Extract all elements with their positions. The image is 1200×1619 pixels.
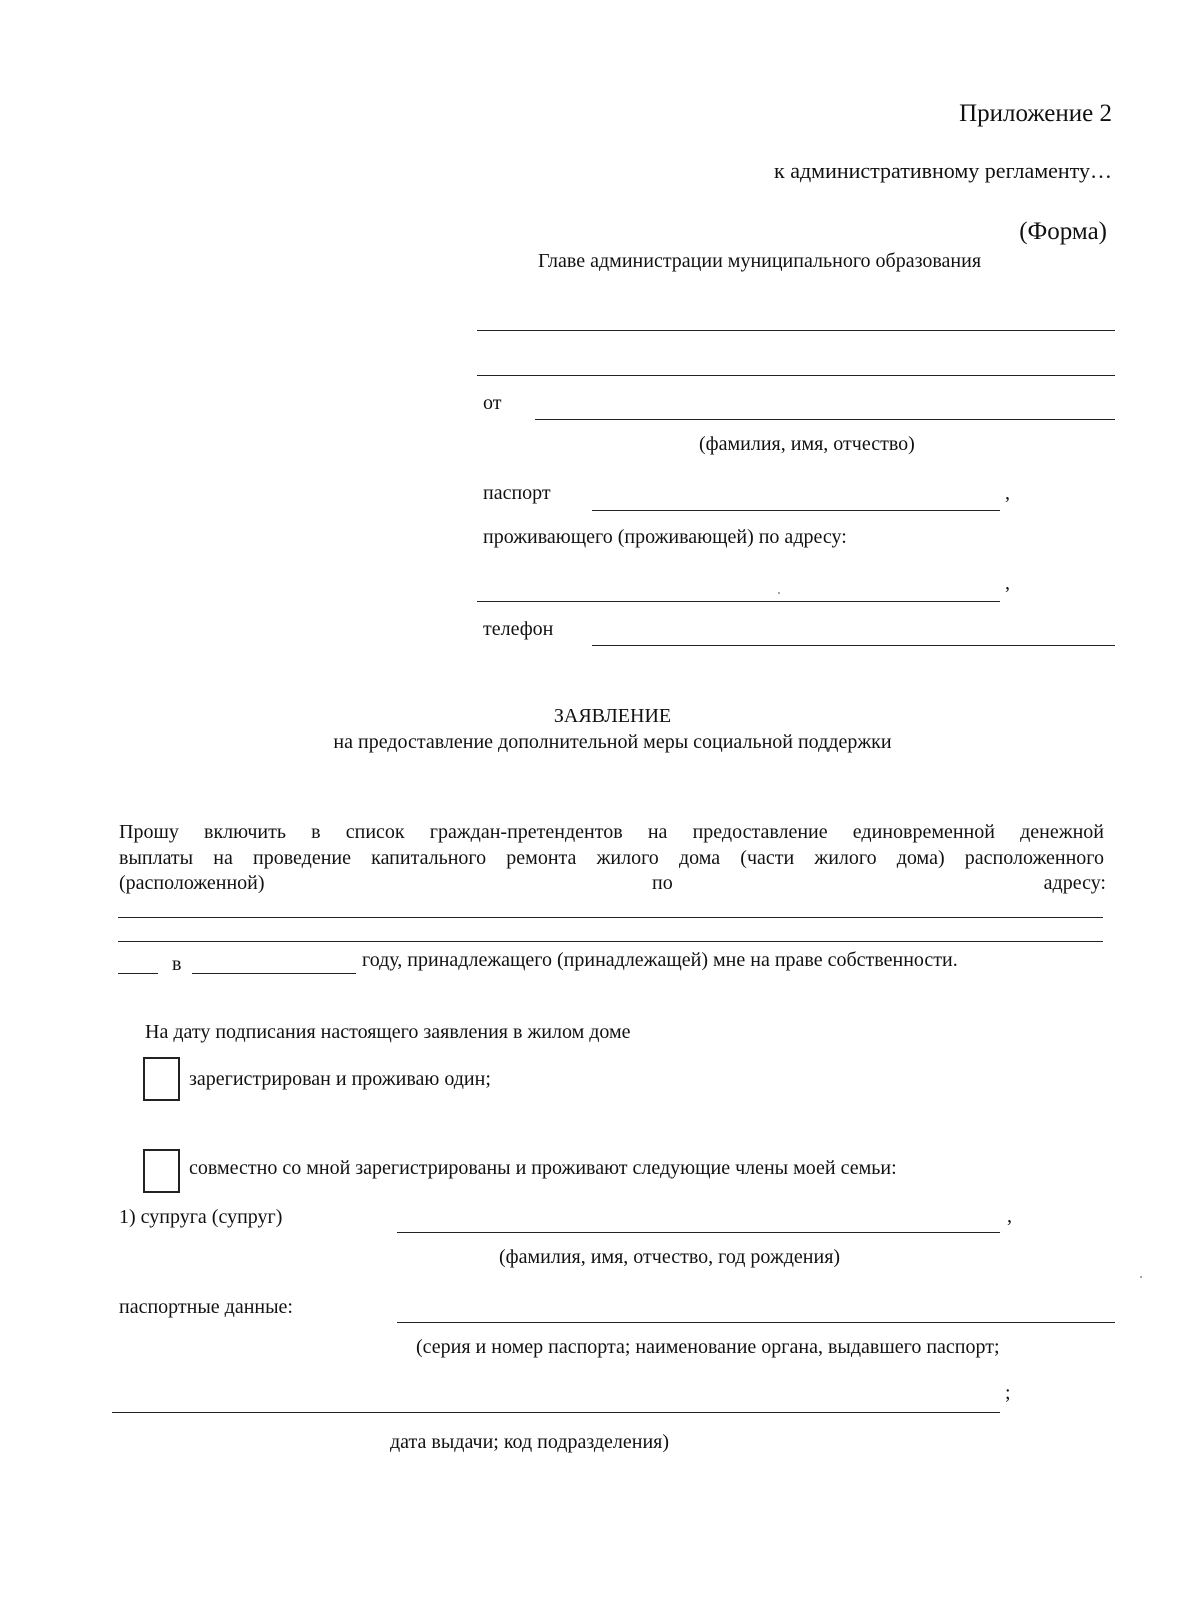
appendix-number: Приложение 2: [959, 100, 1112, 127]
from-label: от: [483, 392, 502, 414]
passport-semicolon: ;: [1005, 1382, 1011, 1404]
spouse-caption: (фамилия, имя, отчество, год рождения): [499, 1246, 841, 1268]
phone-field[interactable]: [592, 645, 1115, 646]
residence-address-field[interactable]: [477, 601, 1000, 602]
property-address-line-2[interactable]: [118, 941, 1103, 942]
passport-caption-2: дата выдачи; код подразделения): [390, 1431, 670, 1453]
checkbox-family[interactable]: [143, 1149, 180, 1193]
checkbox-alone[interactable]: [143, 1057, 180, 1101]
spouse-label: 1) супруга (супруг): [119, 1206, 283, 1228]
from-name-field[interactable]: [535, 419, 1115, 420]
form-label: (Форма): [1019, 218, 1107, 245]
option-alone-label: зарегистрирован и проживаю один;: [189, 1068, 491, 1090]
document-title: ЗАЯВЛЕНИЕ: [553, 705, 672, 727]
request-line-1: Прошу включить в список граждан-претендентов на предоставление единовременной денежной: [119, 821, 1104, 843]
addressee-title: Главе администрации муниципального образования: [538, 250, 982, 272]
year-field[interactable]: [192, 973, 356, 974]
spouse-passport-field[interactable]: [397, 1322, 1115, 1323]
scan-speck: [778, 592, 780, 594]
request-line-3-start: (расположенной): [119, 872, 265, 894]
address-comma: ,: [1005, 572, 1010, 594]
passport-comma: ,: [1005, 482, 1010, 504]
residing-label: проживающего (проживающей) по адресу:: [483, 526, 847, 548]
property-address-line-1[interactable]: [118, 917, 1103, 918]
addressee-line-1[interactable]: [477, 330, 1115, 331]
date-day-field[interactable]: [118, 973, 158, 974]
request-line-3-end: адресу:: [1043, 872, 1106, 894]
regulation-reference: к административному регламенту…: [774, 158, 1112, 183]
request-line-3-mid: по: [652, 872, 673, 894]
request-line-2: выплаты на проведение капитального ремонта жилого дома (части жилого дома) расположенного: [119, 847, 1104, 869]
passport-field[interactable]: [592, 510, 1000, 511]
from-name-caption: (фамилия, имя, отчество): [699, 433, 915, 455]
spouse-name-field[interactable]: [397, 1232, 1000, 1233]
spouse-comma: ,: [1007, 1205, 1012, 1227]
option-family-label: совместно со мной зарегистрированы и проживают следующие члены моей семьи:: [189, 1157, 897, 1179]
passport-label: паспорт: [483, 482, 551, 504]
ownership-text: году, принадлежащего (принадлежащей) мне на праве собственности.: [362, 949, 958, 971]
passport-caption-1: (серия и номер паспорта; наименование органа, выдавшего паспорт;: [416, 1336, 1000, 1358]
document-subtitle: на предоставление дополнительной меры социальной поддержки: [333, 731, 892, 753]
addressee-line-2[interactable]: [477, 375, 1115, 376]
scan-speck: [1140, 1276, 1142, 1278]
residence-intro: На дату подписания настоящего заявления в жилом доме: [145, 1021, 631, 1043]
passport-data-label: паспортные данные:: [119, 1296, 293, 1318]
spouse-passport-field-2[interactable]: [112, 1412, 1000, 1413]
year-in-label: в: [172, 953, 182, 975]
phone-label: телефон: [483, 618, 554, 640]
